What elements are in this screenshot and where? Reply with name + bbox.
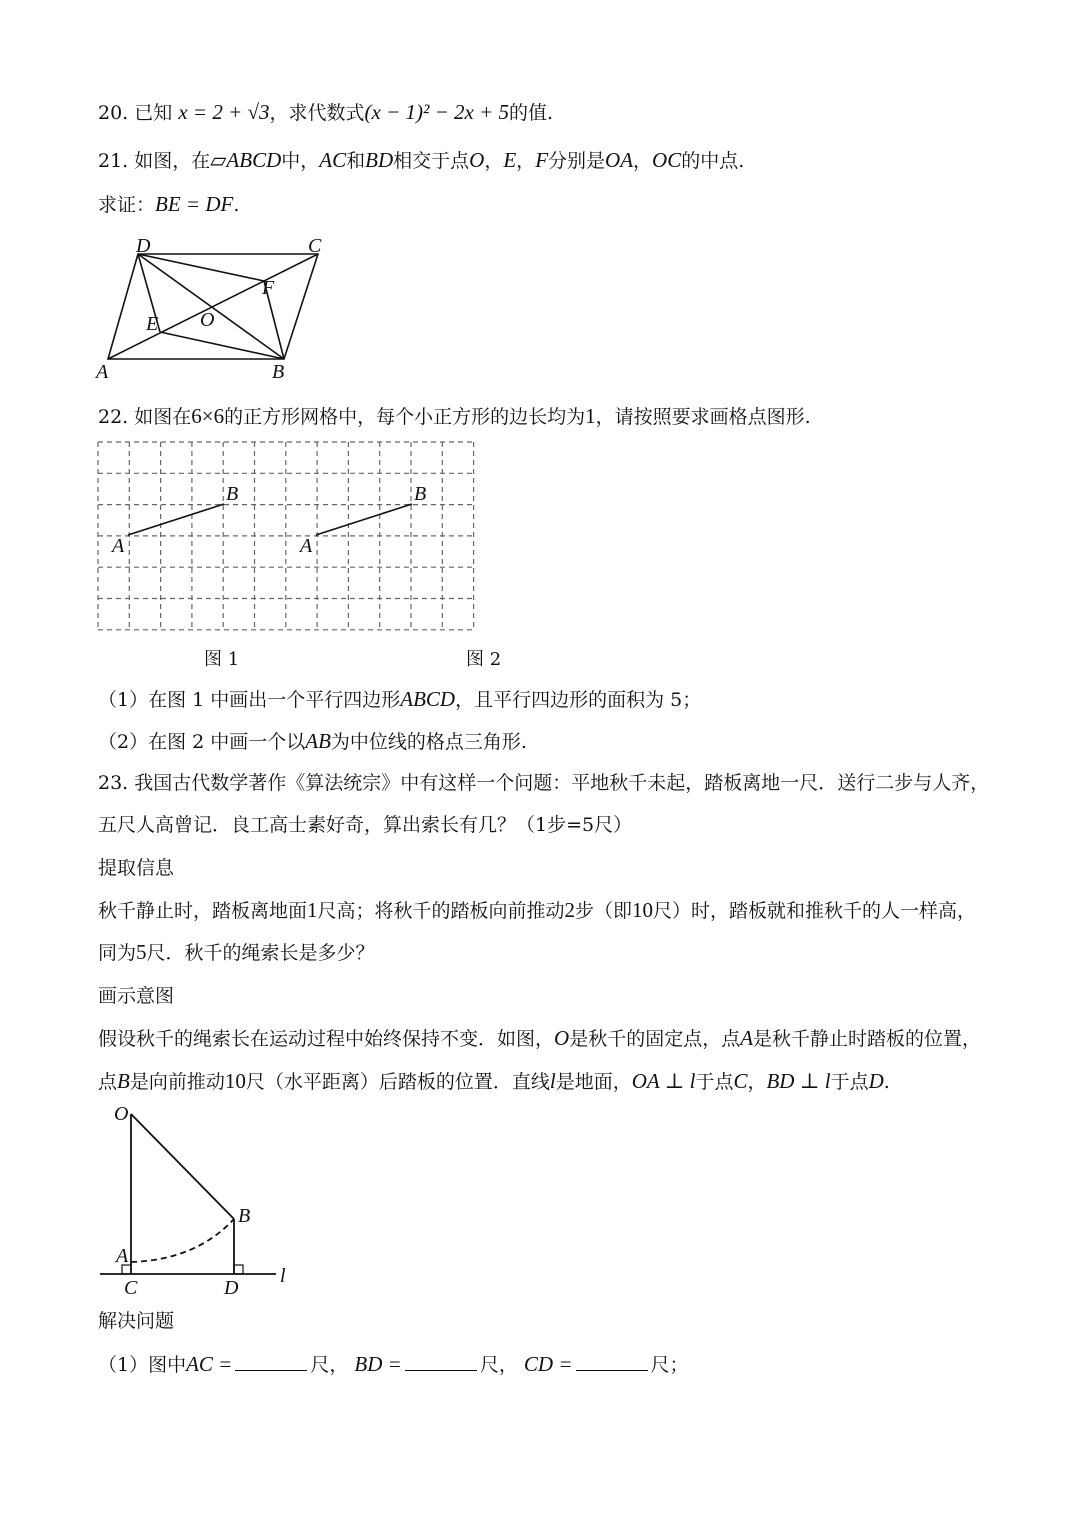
- q21-text: 如图，在: [134, 150, 211, 172]
- q23-line-1: [98, 771, 989, 795]
- q21-label-f: F: [262, 277, 275, 299]
- q23-label-l: l: [280, 1265, 286, 1287]
- q23-point: B: [117, 1069, 130, 1093]
- q22-fig2-label-b: B: [414, 483, 427, 505]
- q23-answer-ac-blank[interactable]: [235, 1352, 307, 1371]
- q21-line-1: [98, 148, 744, 173]
- q23-expr-bd: BD ⊥ l: [766, 1069, 831, 1093]
- q23-right-angle-d: [234, 1265, 243, 1274]
- q21-text: 中，: [281, 150, 320, 172]
- q21-parallelogram: ▱ABCD: [210, 148, 282, 172]
- q22-part2-text: （2）在图 2 中画一个以: [98, 731, 306, 753]
- q23-heading-draw: 画示意图: [98, 985, 175, 1007]
- q23-text: 同为: [98, 942, 137, 964]
- q21-prove-line: [98, 192, 239, 217]
- q23-answer-cd-blank[interactable]: [576, 1352, 648, 1371]
- q20-target-expr: (x − 1)² − 2x + 5: [364, 100, 509, 124]
- q23-text: 尺（水平距离）后踏板的位置．直线: [245, 1071, 550, 1093]
- q20-line: [98, 100, 553, 125]
- q21-text: ，: [633, 150, 653, 172]
- q23-answer-unit: 尺，: [479, 1354, 518, 1376]
- q21-text: 分别是: [548, 150, 606, 172]
- q23-rope-ob: [131, 1114, 234, 1219]
- q23-text: 于点: [830, 1071, 869, 1093]
- q21-label-e: E: [146, 313, 159, 335]
- q21-text: ，: [484, 150, 504, 172]
- q21-seg-bd: BD: [365, 148, 394, 172]
- q21-label-b: B: [272, 361, 285, 383]
- q23-text: 是秋千静止时踏板的位置，: [753, 1028, 982, 1050]
- q22-text: 如图在: [134, 406, 192, 428]
- q22-fig1-segment-ab: [128, 504, 224, 535]
- q22-part1-abcd: ABCD: [400, 687, 456, 711]
- q23-swing-figure: [96, 1100, 306, 1300]
- q23-info-2: [98, 940, 375, 965]
- q23-text: 尺）时，踏板就和推秋千的人一样高，: [653, 900, 977, 922]
- q23-swing-arc: [131, 1219, 234, 1262]
- q23-text: ，: [747, 1071, 767, 1093]
- q21-prove-expr: BE = DF: [155, 192, 234, 216]
- q23-text: 我国古代数学著作《算法统宗》中有这样一个问题：平地秋千未起，踏板离地一尺．送行二步与人齐，: [134, 772, 990, 794]
- q21-point-o: O: [469, 148, 485, 172]
- q22-part1-text: ，且平行四边形的面积为 5；: [455, 689, 702, 711]
- q20-text-1: 已知: [134, 102, 173, 124]
- q22-part2-text: 为中位线的格点三角形.: [330, 731, 527, 753]
- q23-point: D: [868, 1069, 884, 1093]
- q23-answer-text: （1）图中: [98, 1354, 187, 1376]
- q21-label-a: A: [96, 361, 109, 383]
- q23-text: 是秋千的固定点，点: [569, 1028, 741, 1050]
- q23-num: 1: [307, 898, 318, 922]
- q22-line-1: [98, 404, 811, 429]
- q23-number: 23.: [98, 772, 129, 794]
- q23-info-1: [98, 898, 976, 923]
- q23-text: 假设秋千的绳索长在运动过程中始终保持不变．如图，: [98, 1028, 555, 1050]
- q23-label-c: C: [124, 1277, 138, 1299]
- q22-part1: [98, 687, 701, 712]
- q23-label-d: D: [224, 1277, 239, 1299]
- q22-number: 22.: [98, 406, 129, 428]
- q23-line-2: 五尺人高曾记．良工高士素好奇，算出索长有几？（1步=5尺）: [98, 814, 633, 836]
- q23-expr-oa: OA ⊥ l: [631, 1069, 696, 1093]
- q21-label-c: C: [308, 235, 322, 257]
- q23-draw-1: [98, 1026, 981, 1051]
- q22-text: ，请按照要求画格点图形.: [595, 406, 811, 428]
- q23-text: .: [883, 1071, 890, 1093]
- q21-label-o: O: [200, 309, 215, 331]
- q21-parallelogram-figure: [96, 232, 336, 382]
- q23-label-b: B: [238, 1205, 251, 1227]
- q23-heading-extract: 提取信息: [98, 857, 175, 879]
- q23-draw-2: [98, 1069, 890, 1094]
- q22-fig1-label-b: B: [226, 483, 239, 505]
- q23-answer-cd-label: CD =: [523, 1352, 573, 1376]
- q21-seg-oc: OC: [652, 148, 682, 172]
- q22-fig2-segment-ab: [316, 504, 412, 535]
- q23-label-o: O: [114, 1103, 129, 1125]
- q23-answer-unit: 尺；: [650, 1354, 689, 1376]
- q22-part2-ab: AB: [305, 729, 331, 753]
- q21-text: ，: [516, 150, 536, 172]
- q22-grid-size: 6×6: [191, 404, 225, 428]
- q23-answer-ac-label: AC =: [186, 1352, 233, 1376]
- q23-text: 步（即: [575, 900, 633, 922]
- q23-point: A: [740, 1026, 754, 1050]
- q22-fig2-caption: 图 2: [466, 649, 502, 670]
- q21-label-d: D: [136, 235, 151, 257]
- q22-fig2-label-a: A: [300, 535, 313, 557]
- q21-text: 和: [346, 150, 366, 172]
- q20-given-expr: x = 2 + √3: [178, 100, 270, 124]
- q23-text: 是地面，: [555, 1071, 632, 1093]
- q21-seg-ac: AC: [319, 148, 347, 172]
- q23-num: 10: [632, 898, 654, 922]
- q20-number: 20.: [98, 102, 129, 124]
- q22-fig1-label-a: A: [112, 535, 125, 557]
- q21-prove-end: .: [233, 194, 240, 216]
- q23-answer-bd-blank[interactable]: [405, 1352, 477, 1371]
- q23-answer-bd-label: BD =: [354, 1352, 402, 1376]
- q20-text-3: 的值.: [508, 102, 554, 124]
- q23-num: 5: [136, 940, 147, 964]
- q23-point: O: [554, 1026, 570, 1050]
- q21-text: 相交于点: [393, 150, 470, 172]
- q23-num: 10: [224, 1069, 246, 1093]
- q21-point-f: F: [535, 148, 549, 172]
- q20-text-2: ，求代数式: [269, 102, 365, 124]
- q23-point: C: [733, 1069, 748, 1093]
- q23-text: 点: [98, 1071, 118, 1093]
- q22-side-length: 1: [585, 404, 596, 428]
- q23-text: 尺．秋千的绳索长是多少？: [146, 942, 375, 964]
- q22-grid-figure: [96, 440, 480, 630]
- q23-text: 于点: [695, 1071, 734, 1093]
- q23-num: 2: [564, 898, 576, 922]
- q21-seg-oa: OA: [605, 148, 634, 172]
- q23-answer-unit: 尺，: [310, 1354, 349, 1376]
- q21-number: 21.: [98, 150, 129, 172]
- q23-text: 秋千静止时，踏板离地面: [98, 900, 308, 922]
- q22-part2: [98, 729, 527, 754]
- q23-answer-line: [98, 1352, 689, 1377]
- q21-point-e: E: [503, 148, 517, 172]
- q23-label-a: A: [116, 1245, 129, 1267]
- q23-line-l: l: [549, 1069, 556, 1093]
- q23-text: 尺高；将秋千的踏板向前推动: [317, 900, 565, 922]
- q22-fig1-caption: 图 1: [204, 649, 240, 670]
- q23-heading-solve: 解决问题: [98, 1310, 175, 1332]
- q22-part1-text: （1）在图 1 中画出一个平行四边形: [98, 689, 401, 711]
- q23-text: 是向前推动: [129, 1071, 225, 1093]
- q22-text: 的正方形网格中，每个小正方形的边长均为: [224, 406, 586, 428]
- q21-text: 的中点.: [681, 150, 745, 172]
- q21-prove-label: 求证：: [98, 194, 156, 216]
